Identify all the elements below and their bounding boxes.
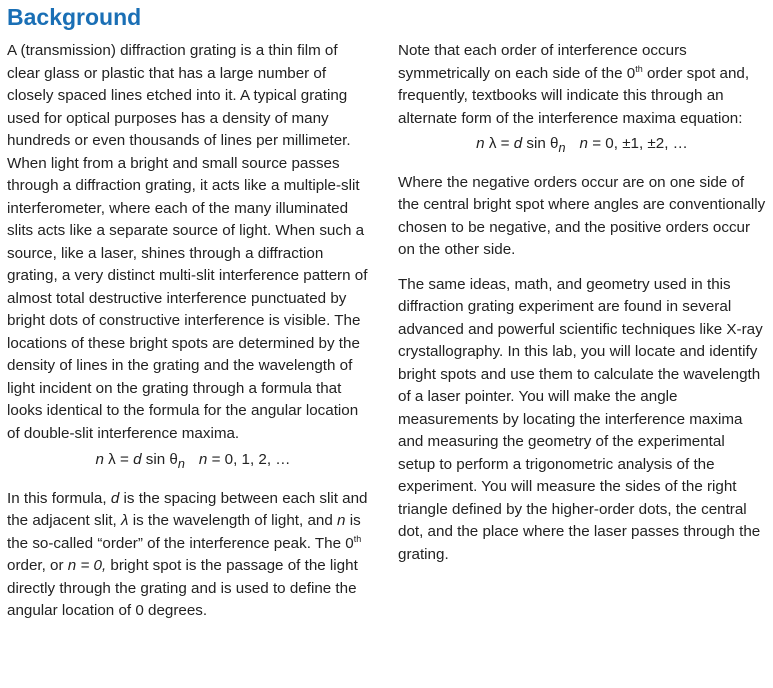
grating-equation: n λ = d $\sin \theta_n$ n = 0, 1, 2, … — [95, 451, 291, 472]
alternate-grating-equation: n λ = d $\sin \theta_n$ n = 0, ±1, ±2, … — [476, 135, 688, 156]
right-column — [398, 40, 766, 566]
intro-paragraph: A (transmission) diffraction grating is a thin film of clear glass or plastic that has a large number of closely spaced lines etched into it. A typical grating used for optical purposes has a density of many hundreds or even thousands of lines per millimeter. When light from a bright and small source passes through a diffraction grating, it acts like a multiple-slit interferometer, where each of the many illuminated slits acts like a separate source of light. When such a source, like a laser, shines through a diffraction grating, a very distinct multi-slit interference pattern of almost total destructive interference punctuated by bright dots of constructive interference is visible. The locations of these bright spots are determined by the density of lines in the grating and the wavelength of light incident on the grating through a formula that looks identical to the formula for the angular location of double-slit interference maxima. — [7, 42, 368, 442]
section-heading: Background — [7, 4, 142, 30]
lab-description-paragraph: The same ideas, math, and geometry used in this diffraction grating experiment are found in several advanced and powerful scientific techniques like X-ray crystallography. In this lab, you will locate and identify bright spots and use them to calculate the wavelength of a laser pointer. You will make the angle measurements by locating the interference maxima and measuring the geometry of the experimental setup to perform a trigonometric analysis of the experiment. You will measure the sides of the right triangle defined by the higher-order dots, the central dot, and the place where the laser passes through the grating. — [398, 275, 763, 563]
left-column — [7, 40, 373, 623]
formula-explanation-paragraph: In this formula, d is the spacing between each slit and the adjacent slit, λ is the wavelength of light, and n is the so-called “order” of the interference peak. The 0th order, or n = 0, bright spot is the passage of the light directly through the grating and is used to define the angular location of 0 degrees. — [7, 489, 368, 620]
negative-orders-paragraph: Where the negative orders occur are on one side of the central bright spot where angles are conventionally chosen to be negative, and the positive orders occur on the other side. — [398, 173, 766, 259]
symmetry-paragraph: Note that each order of interference occurs symmetrically on each side of the 0th order spot and, frequently, textbooks will indicate this through an alternate form of the interference maxima equation: — [398, 42, 750, 127]
